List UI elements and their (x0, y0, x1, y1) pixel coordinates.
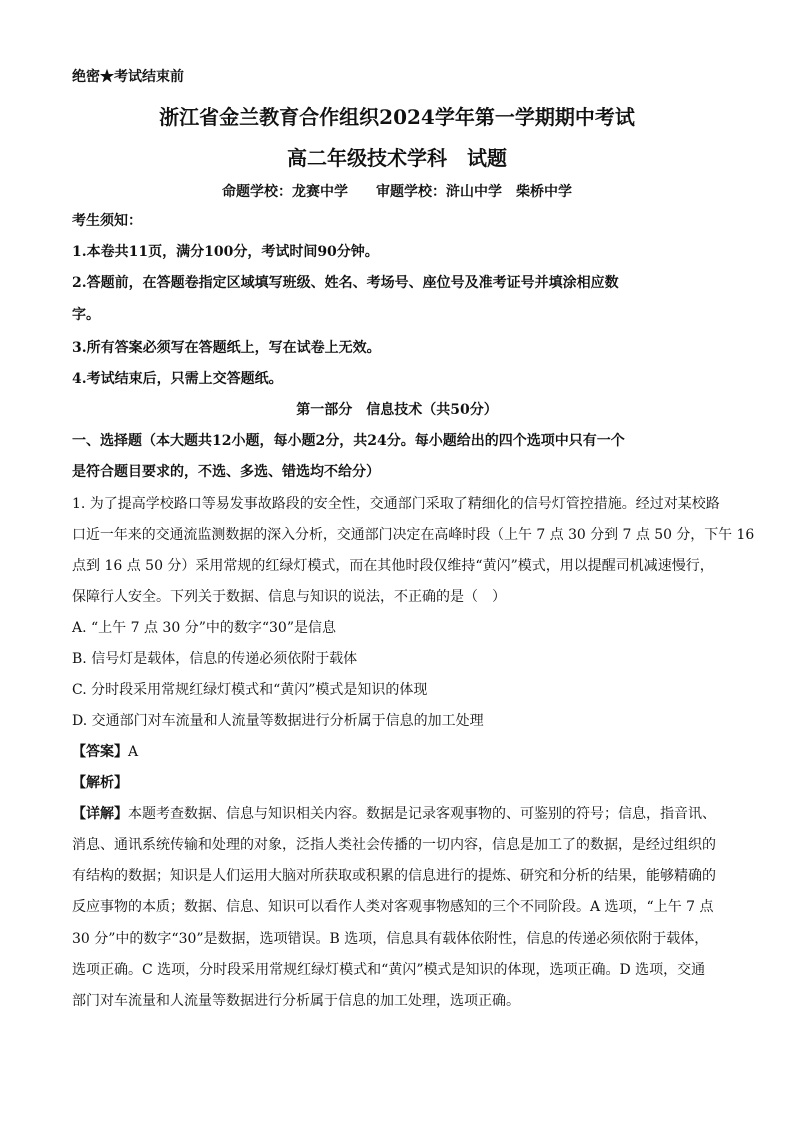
exam-subtitle: 高二年级技术学科 试题 (287, 146, 507, 170)
detail-line: 有结构的数据；知识是人们运用大脑对所获取或积累的信息进行的提炼、研究和分析的结果，能够精确的 (72, 868, 716, 884)
question-stem: 保障行人安全。下列关于数据、信息与知识的说法，不正确的是（ ） (72, 589, 506, 605)
part-title: 第一部分 信息技术（共50分） (296, 402, 498, 418)
question-stem: 点到 16 点 50 分）采用常规的红绿灯模式，而在其他时段仅维持“黄闪”模式，用以提醒司机减速慢行， (72, 558, 714, 574)
option-b: B. 信号灯是载体，信息的传递必须依附于载体 (72, 651, 358, 667)
detail-line: 反应事物的本质；数据、信息、知识可以看作人类对客观事物感知的三个不同阶段。A 选项，“上午 7 点 (72, 899, 714, 915)
section-heading: 一、选择题（本大题共12小题，每小题2分，共24分。每小题给出的四个选项中只有一个 (72, 433, 625, 449)
school-info: 命题学校：龙赛中学 审题学校：浒山中学 柴桥中学 (222, 184, 572, 200)
section-heading: 是符合题目要求的，不选、多选、错选均不给分） (72, 464, 380, 480)
detail-line: 消息、通讯系统传输和处理的对象，泛指人类社会传播的一切内容，信息是加工了的数据，是经过组织的 (72, 837, 716, 853)
option-c: C. 分时段采用常规红绿灯模式和“黄闪”模式是知识的体现 (72, 682, 428, 698)
detail-line (72, 799, 716, 830)
notice-item: 1.本卷共11页，满分100分，考试时间90分钟。 (72, 244, 379, 260)
notice-item: 4.考试结束后，只需上交答题纸。 (72, 371, 283, 387)
detail-text: 本题考查数据、信息与知识相关内容。数据是记录客观事物的、可鉴别的符号；信息，指音讯、 (128, 806, 716, 822)
detail-label: 【详解】 (72, 806, 128, 822)
detail-line: 选项正确。C 选项，分时段采用常规红绿灯模式和“黄闪”模式是知识的体现，选项正确。D 选项，交通 (72, 962, 706, 978)
question-stem: 口近一年来的交通流监测数据的深入分析，交通部门决定在高峰时段（上午 7 点 30 分到 7 点 50 分，下午 16 (72, 527, 755, 543)
analysis-row (72, 768, 128, 799)
notice-heading: 考生须知： (72, 213, 142, 229)
exam-title: 浙江省金兰教育合作组织2024学年第一学期期中考试 (159, 105, 635, 129)
answer-value: A (128, 744, 139, 760)
secret-mark: 绝密★考试结束前 (72, 69, 184, 85)
detail-line: 部门对车流量和人流量等数据进行分析属于信息的加工处理，选项正确。 (72, 993, 520, 1009)
option-a: A. “上午 7 点 30 分”中的数字“30”是信息 (72, 620, 336, 636)
notice-item: 3.所有答案必须写在答题纸上，写在试卷上无效。 (72, 340, 381, 356)
question-stem: 1. 为了提高学校路口等易发事故路段的安全性，交通部门采取了精细化的信号灯管控措施。经过对某校路 (72, 496, 720, 512)
notice-item: 字。 (72, 307, 100, 323)
option-d: D. 交通部门对车流量和人流量等数据进行分析属于信息的加工处理 (72, 713, 484, 729)
answer-label: 【答案】 (72, 744, 128, 760)
answer-row (72, 737, 138, 768)
detail-line: 30 分”中的数字“30”是数据，选项错误。B 选项，信息具有载体依附性，信息的传递必须依附于载体， (72, 931, 709, 947)
analysis-label: 【解析】 (72, 775, 128, 791)
notice-item: 2.答题前，在答题卷指定区域填写班级、姓名、考场号、座位号及准考证号并填涂相应数 (72, 275, 619, 291)
